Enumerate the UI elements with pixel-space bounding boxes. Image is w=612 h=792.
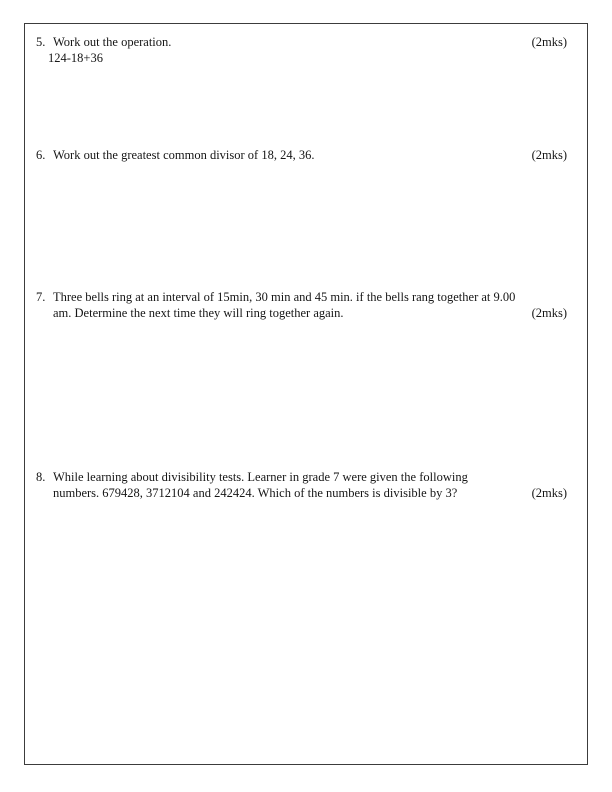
question-7-marks-label: (2mks) bbox=[531, 305, 567, 320]
question-8-number: 8. bbox=[36, 470, 46, 484]
question-5 bbox=[36, 35, 567, 66]
question-5-line-1: Work out the operation. bbox=[53, 35, 172, 49]
question-5-text bbox=[48, 35, 567, 66]
question-7-line-2: am. Determine the next time they will ring together again. bbox=[53, 305, 344, 320]
question-8-line-2: numbers. 679428, 3712104 and 242424. Which of the numbers is divisible by 3? bbox=[53, 485, 458, 500]
question-7-line-1: Three bells ring at an interval of 15min, 30 min and 45 min. if the bells rang together at 9.00 bbox=[53, 290, 516, 304]
question-8 bbox=[36, 470, 567, 501]
question-5-marks-label: (2mks) bbox=[531, 35, 567, 49]
question-6-line-1: Work out the greatest common divisor of 18, 24, 36. bbox=[53, 148, 315, 162]
question-8-line-1: While learning about divisibility tests. Learner in grade 7 were given the following bbox=[53, 470, 468, 484]
question-6-marks-label: (2mks) bbox=[531, 148, 567, 162]
question-6-number: 6. bbox=[36, 148, 46, 162]
question-6-text bbox=[53, 148, 567, 164]
page-border-frame bbox=[24, 23, 588, 765]
question-5-expression: 124-18+36 bbox=[48, 50, 103, 65]
question-7 bbox=[36, 290, 567, 321]
question-8-text bbox=[53, 470, 567, 501]
question-8-marks-label: (2mks) bbox=[531, 485, 567, 500]
question-5-number: 5. bbox=[36, 35, 46, 49]
question-7-text bbox=[53, 290, 567, 321]
question-6 bbox=[36, 148, 567, 164]
question-7-number: 7. bbox=[36, 290, 46, 304]
